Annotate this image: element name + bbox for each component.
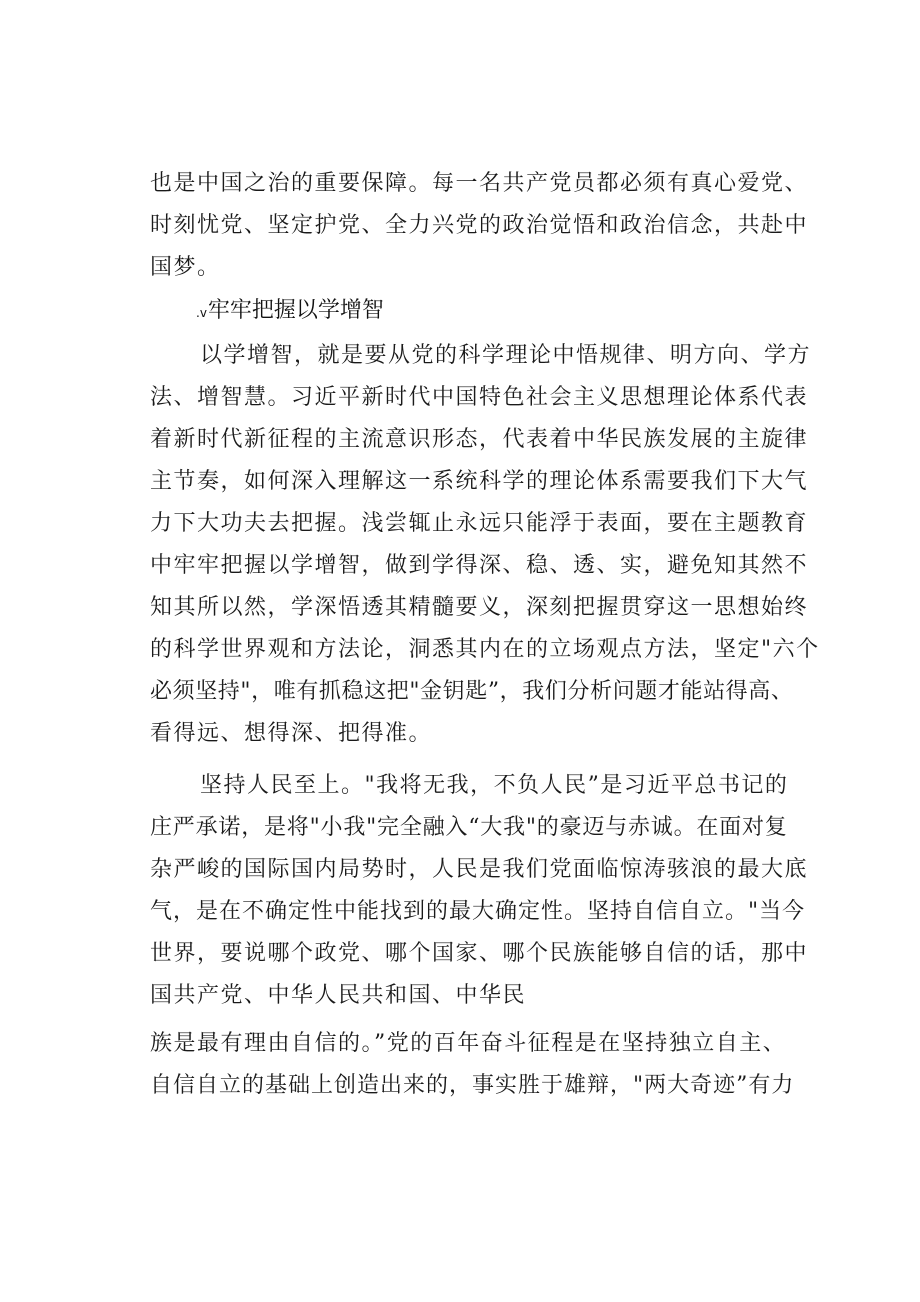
text-line: 庄严承诺，是将"小我"完全融入“大我"的豪迈与赤诚。在面对复 xyxy=(150,815,788,840)
paragraph-first-line: 以学增智，就是要从党的科学理论中悟规律、明方向、学方 xyxy=(200,343,812,368)
text-line: 主节奏，如何深入理解这一系统科学的理论体系需要我们下大气 xyxy=(150,469,809,494)
text-line: 看得远、想得深、把得准。 xyxy=(150,721,433,746)
text-line: 族是最有理由自信的。”党的百年奋斗征程是在坚持独立自主、 xyxy=(150,1031,787,1056)
section-heading xyxy=(196,298,384,326)
text-line: 的科学世界观和方法论，洞悉其内在的立场观点方法，坚定"六个 xyxy=(150,637,820,662)
text-line: 法、增智慧。习近平新时代中国特色社会主义思想理论体系代表 xyxy=(150,385,809,410)
text-line: 知其所以然，学深悟透其精髓要义，深刻把握贯穿这一思想始终 xyxy=(150,595,809,620)
text-line: 世界，要说哪个政党、哪个国家、哪个民族能够自信的话，那中 xyxy=(150,941,809,966)
text-line: 中牢牢把握以学增智，做到学得深、稳、透、实，避免知其然不 xyxy=(150,553,809,578)
text-line: 着新时代新征程的主流意识形态，代表着中华民族发展的主旋律 xyxy=(150,427,809,452)
text-line: 气，是在不确定性中能找到的最大确定性。坚持自信自立。"当今 xyxy=(150,899,806,924)
text-line: 自信自立的基础上创造出来的，事实胜于雄辩，"两大奇迹”有力 xyxy=(150,1073,795,1098)
text-line: 时刻忧党、坚定护党、全力兴党的政治觉悟和政治信念，共赴中 xyxy=(150,213,809,238)
text-line: 国共产党、中华人民共和国、中华民 xyxy=(150,983,527,1008)
heading-title: 牢牢把握以学增智 xyxy=(207,298,384,323)
text-line: 杂严峻的国际国内局势时，人民是我们党面临惊涛骇浪的最大底 xyxy=(150,857,809,882)
heading-marker: .v xyxy=(196,306,207,320)
text-line: 力下大功夫去把握。浅尝辄止永远只能浮于表面，要在主题教育 xyxy=(150,511,809,536)
text-line: 也是中国之治的重要保障。每一名共产党员都必须有真心爱党、 xyxy=(150,171,809,196)
text-line: 必须坚持"，唯有抓稳这把"金钥匙”，我们分析问题才能站得高、 xyxy=(150,679,794,704)
text-line: 国梦。 xyxy=(150,255,221,280)
paragraph-first-line: 坚持人民至上。"我将无我，不负人民”是习近平总书记的 xyxy=(200,773,789,798)
